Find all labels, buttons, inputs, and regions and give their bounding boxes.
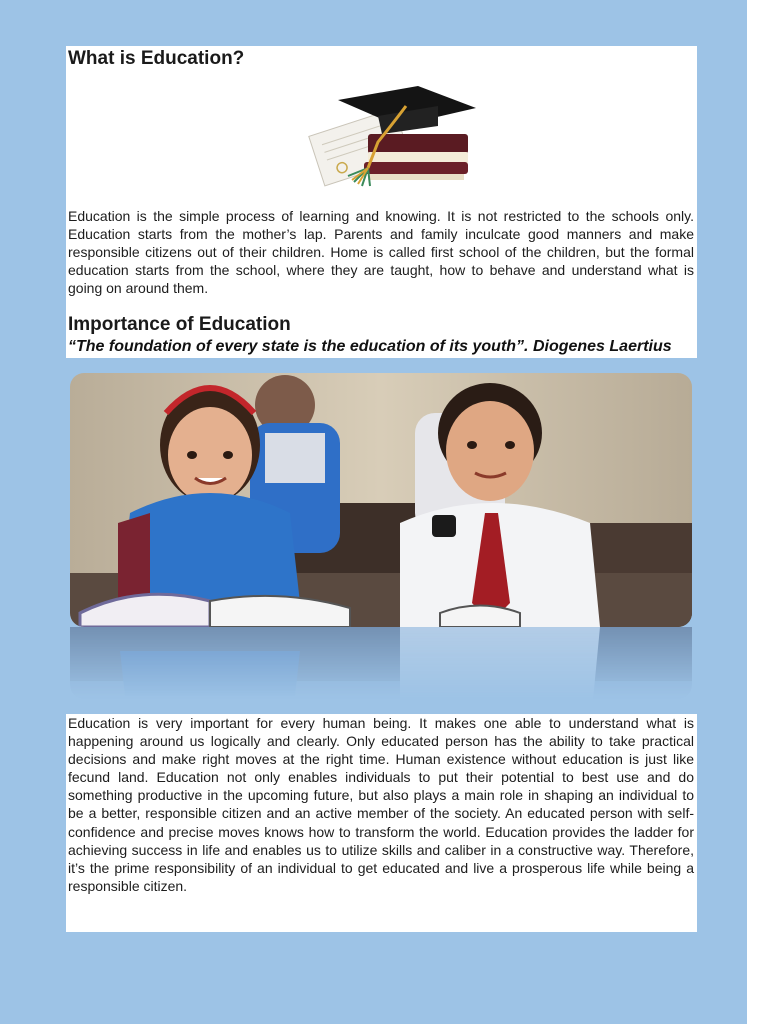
section-title-what-is-education: What is Education? — [68, 48, 245, 69]
quote-text: “The foundation of every state is the education of its youth”. — [68, 338, 533, 355]
children-illustration — [70, 373, 692, 627]
section-title-importance-of-education: Importance of Education — [68, 314, 291, 335]
paragraph-what-is-education: Education is the simple process of learning and knowing. It is not restricted to the schools only. Education starts from the mother’s lap. Parents and family inculcate good manners and make responsible citizens out of their children. Home is called first school of the children, but the formal education starts from the school, where they are taught, how to behave and understand what is going on around them. — [68, 208, 694, 297]
paragraph-importance-of-education: Education is very important for every human being. It makes one able to understand what is happening around us logically and clearly. Only educated person has the ability to take practical decisions and make right moves at the right time. Human existence without education is just like fecund land. Education not only enables individuals to put their potential to best use and do something productive in the upcoming future, but also plays a main role in shaping an individual to be a better, responsible citizen and an active member of the society. An educated person with self-confidence and precise moves knows how to transform the world. Education provides the ladder for achieving success in life and enables us to utilize skills and caliber in a constructive way. Therefore, it’s the prime responsibility of an individual to get educated and live a prosperous life while being a responsible citizen. — [68, 715, 694, 894]
schoolchildren-photo — [70, 373, 692, 627]
quote — [68, 337, 672, 357]
graduation-cap-icon — [298, 82, 478, 192]
photo-reflection — [70, 627, 692, 699]
section-what-is-education — [66, 46, 697, 358]
page-edge — [747, 0, 768, 1024]
quote-author: Diogenes Laertius — [532, 338, 672, 355]
section-importance-of-education-body — [66, 714, 697, 932]
